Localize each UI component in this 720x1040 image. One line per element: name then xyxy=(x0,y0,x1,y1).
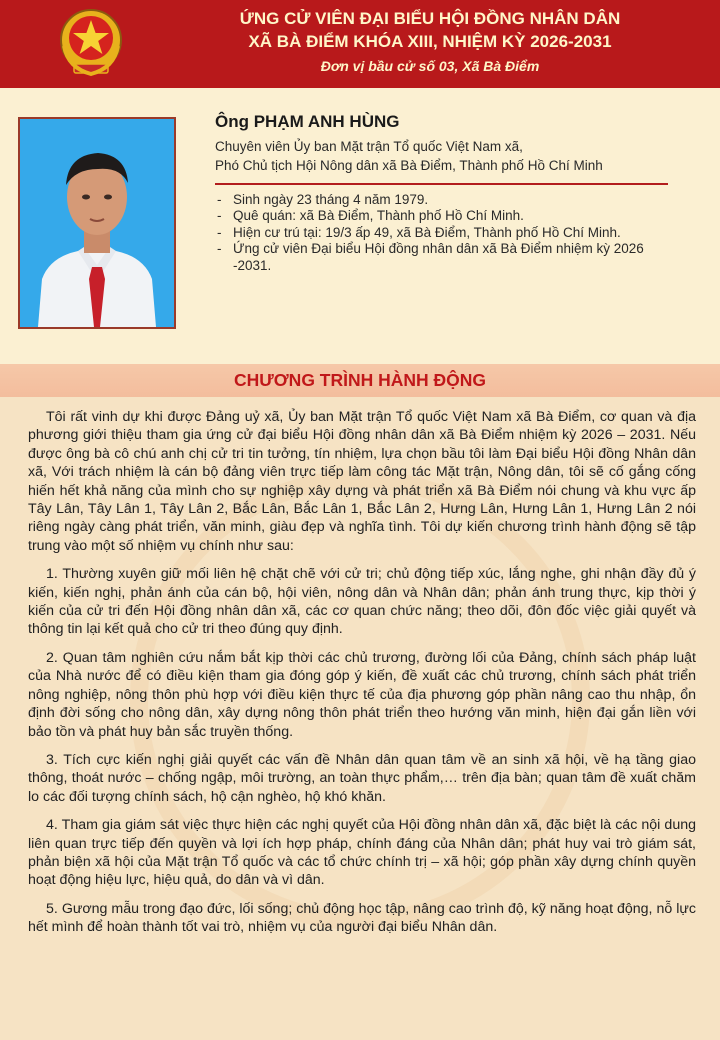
program-item-4: 4. Tham gia giám sát việc thực hiện các nghị quyết của Hội đồng nhân dân xã, đặc biệt là các nội dung liên quan trực tiếp đến quyền và lợi ích hợp pháp, chính đáng của Nhân dân; phát huy vai trò giám sát, phản biện xã hội của Mặt trận Tổ quốc và các tổ chức chính trị – xã hội; góp phần xây dựng chính quyền hoạt động hiệu lực, hiệu quả, do dân và vì dân. xyxy=(28,817,696,889)
bio-item-residence: - Hiện cư trú tại: 19/3 ấp 49, xã Bà Điểm, Thành phố Hồ Chí Minh. xyxy=(215,225,675,241)
candidate-title-line2: Phó Chủ tịch Hội Nông dân xã Bà Điểm, Thành phố Hồ Chí Minh xyxy=(215,158,603,173)
candidate-title-line1: Chuyên viên Ủy ban Mặt trận Tổ quốc Việt Nam xã, xyxy=(215,139,523,154)
section-title: CHƯƠNG TRÌNH HÀNH ĐỘNG xyxy=(233,370,487,390)
candidate-photo-frame xyxy=(18,117,176,329)
header-subtitle: Đơn vị bầu cử số 03, Xã Bà Điểm xyxy=(320,58,540,74)
header-title-line1: ỨNG CỬ VIÊN ĐẠI BIỂU HỘI ĐỒNG NHÂN DÂN xyxy=(239,9,621,28)
candidate-portrait xyxy=(20,119,174,327)
program-intro-paragraph: Tôi rất vinh dự khi được Đảng uỷ xã, Ủy ban Mặt trận Tổ quốc Việt Nam xã Bà Điểm, cơ quan và địa phương giới thiệu tham gia ứng cử đại biểu Hội đồng nhân dân xã Bà Điểm nhiệm kỳ 2026 – 2031. Nếu được ông bà cô chú anh chị cử tri tin tưởng, tín nhiệm, lựa chọn bầu tôi làm Đại biểu Hội đồng Nhân dân xã, Với trách nhiệm là cán bộ đảng viên trực tiếp làm công tác Mặt trận, Nông dân, tôi sẽ cố gắng cống hiến hết khả năng của mình cho sự nghiệp xây dựng và phát triển xã Bà Điểm nói chung và khu vực ấp Tây Lân, Tây Lân 1, Tây Lân 2, Bắc Lân, Bắc Lân 1, Bắc Lân 2, Hưng Lân, Hưng Lân 1, Hưng Lân 2 nói riêng ngày càng phát triển, văn minh, giàu đẹp và nghĩa tình. Tôi dự kiến chương trình hành động sẽ tập trung vào một số nhiệm vụ chính như sau: xyxy=(28,409,696,554)
national-emblem-icon xyxy=(58,6,124,82)
candidate-bio-list xyxy=(215,192,675,274)
program-item-2: 2. Quan tâm nghiên cứu nắm bắt kịp thời các chủ trương, đường lối của Đảng, chính sách pháp luật của Nhà nước để có điều kiện tham gia đóng góp ý kiến, đề xuất các chủ trương, chính sách phát triển nông nghiệp, nông thôn phù hợp với điều kiện thực tế của địa phương góp phần nâng cao thu nhập, ổn định đời sống cho nông dân, xây dựng nông thôn phát triển theo hướng văn minh, hiện đại gắn liền với bảo tồn và phát huy bản sắc truyền thống. xyxy=(28,649,696,740)
header-title-line2: XÃ BÀ ĐIỂM KHÓA XIII, NHIỆM KỲ 2026-2031 xyxy=(248,32,612,51)
candidate-name: Ông PHẠM ANH HÙNG xyxy=(215,112,400,131)
action-program-content xyxy=(28,408,696,947)
program-item-3: 3. Tích cực kiến nghị giải quyết các vấn đề Nhân dân quan tâm về an sinh xã hội, về hạ tầng giao thông, thoát nước – chống ngập, môi trường, an toàn thực phẩm,… trên địa bàn; quan tâm đề xuất chăm lo các đối tượng chính sách, hộ cận nghèo, hộ khó khăn. xyxy=(28,751,696,805)
program-item-5: 5. Gương mẫu trong đạo đức, lối sống; chủ động học tập, nâng cao trình độ, kỹ năng hoạt động, nỗ lực hết mình để hoàn thành tốt vai trò, nhiệm vụ của người đại biểu Nhân dân. xyxy=(28,900,696,936)
bio-item-birth: - Sinh ngày 23 tháng 4 năm 1979. xyxy=(215,192,675,208)
bio-item-candidacy: - Ứng cử viên Đại biểu Hội đồng nhân dân xã Bà Điểm nhiệm kỳ 2026 -2031. xyxy=(215,241,675,274)
bio-item-hometown: - Quê quán: xã Bà Điểm, Thành phố Hồ Chí Minh. xyxy=(215,208,675,224)
program-item-1: 1. Thường xuyên giữ mối liên hệ chặt chẽ với cử tri; chủ động tiếp xúc, lắng nghe, ghi nhận đầy đủ ý kiến, kiến nghị, phản ánh của cán bộ, hội viên, nông dân và Nhân dân; phản ánh trung thực, kịp thời ý kiến của cử tri đến Hội đồng nhân dân xã, các cơ quan chức năng; theo dõi, đôn đốc việc giải quyết và thông tin lại kết quả cho cử tri theo đúng quy định. xyxy=(28,566,696,638)
header-banner xyxy=(0,0,720,88)
divider-rule xyxy=(215,183,668,185)
